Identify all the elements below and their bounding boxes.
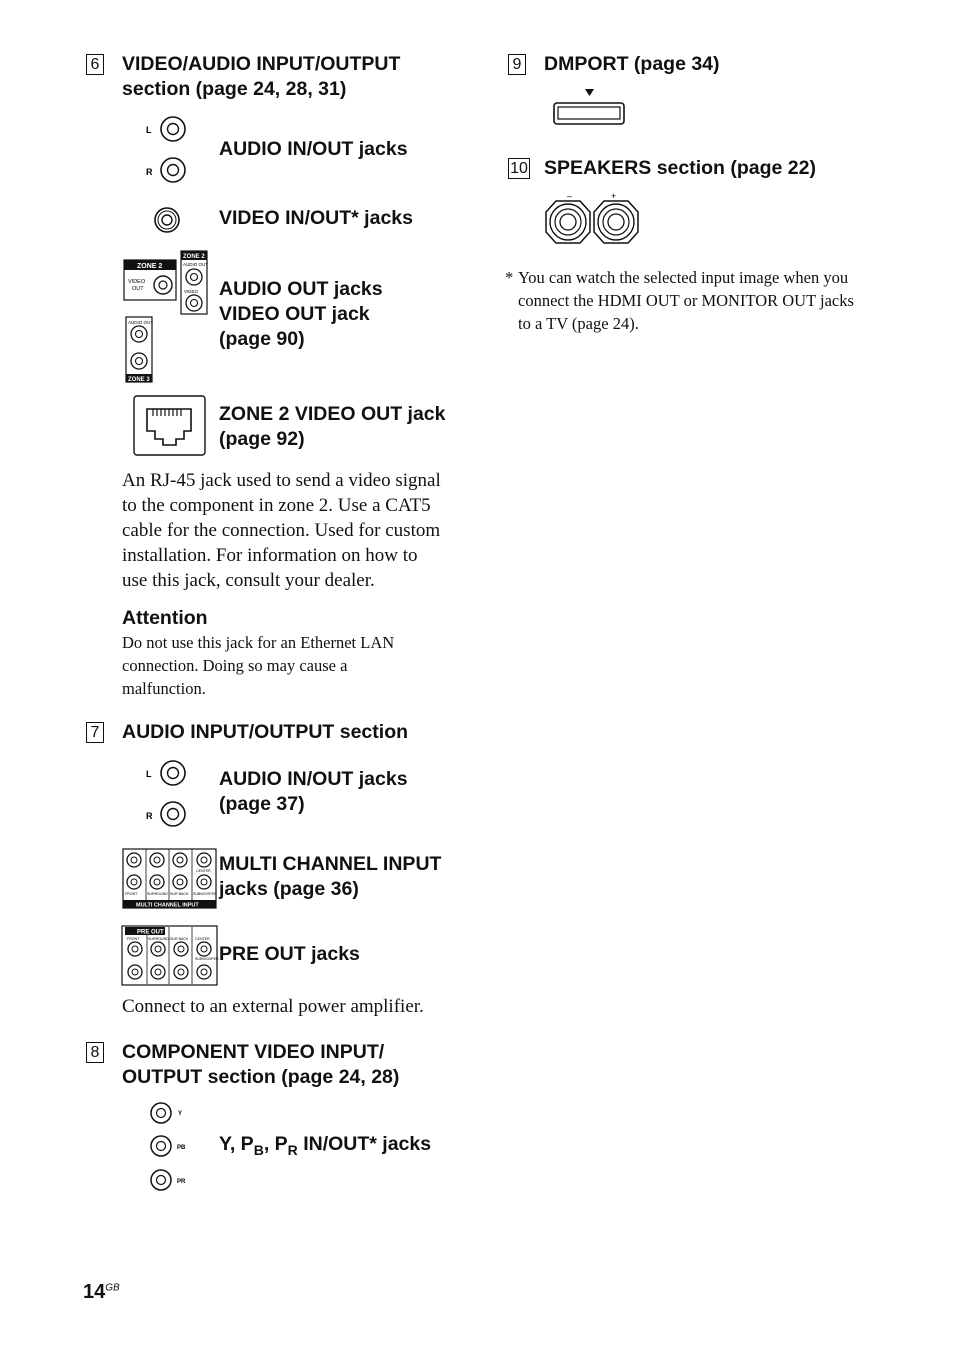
rj45-description-line: use this jack, consult your dealer.: [122, 570, 375, 591]
section-6-title-line2: section (page 24, 28, 31): [122, 78, 347, 100]
component-label-sub-b: B: [253, 1141, 264, 1158]
rj45-description-line: An RJ-45 jack used to send a video signal: [122, 470, 441, 491]
zone2-out-label: OUT: [132, 286, 144, 292]
attention-line: connection. Doing so may cause a: [122, 656, 348, 675]
component-pb: PB: [177, 1145, 186, 1151]
component-label-sub-r: R: [287, 1141, 298, 1158]
pre-out-description: Connect to an external power amplifier.: [122, 996, 424, 1017]
component-label-mid: , P: [263, 1133, 288, 1155]
po-subwoofer: SUBWOOFER: [195, 957, 219, 961]
attention-heading: Attention: [122, 607, 208, 629]
component-video-jacks-icon: [146, 1100, 196, 1194]
section-number-9: 9: [508, 54, 526, 75]
speaker-plus: +: [611, 191, 617, 201]
speaker-minus: –: [567, 191, 573, 201]
component-label-prefix: Y, P: [219, 1133, 254, 1155]
section-number-7: 7: [86, 722, 104, 743]
pre-out-jacks-icon: [121, 925, 219, 987]
footnote-line: to a TV (page 24).: [518, 314, 639, 333]
multi-channel-input-label: MULTI CHANNEL INPUT: [219, 853, 442, 875]
rj45-jack-icon: [133, 395, 207, 457]
rj45-description: [122, 468, 441, 593]
po-center: CENTER: [195, 937, 210, 941]
pre-out-title: PRE OUT: [137, 929, 164, 936]
multi-channel-input-page-ref: jacks (page 36): [219, 878, 359, 900]
section-number-10: 10: [508, 158, 530, 179]
multi-channel-input-icon: [122, 848, 218, 910]
pre-out-jacks-label: PRE OUT jacks: [219, 943, 360, 965]
footnote: [518, 266, 854, 335]
audio-inout-jacks-label-2: AUDIO IN/OUT jacks: [219, 768, 408, 790]
rj45-description-line: installation. For information on how to: [122, 545, 418, 566]
footnote-line: connect the HDMI OUT or MONITOR OUT jacks: [518, 291, 854, 310]
component-pr: PR: [177, 1179, 186, 1185]
page-number-value: 14: [83, 1281, 106, 1303]
zone2-video-label: VIDEO: [128, 279, 146, 285]
mci-surr-back: SUR BACK: [170, 892, 189, 896]
zone-out-jacks-icon: [122, 250, 212, 385]
audio-inout-jacks-label: AUDIO IN/OUT jacks: [219, 138, 408, 160]
component-y: Y: [178, 1111, 183, 1117]
zone2-audio-title: ZONE 2: [183, 254, 205, 260]
mci-title: MULTI CHANNEL INPUT: [136, 902, 199, 909]
footnote-line: You can watch the selected input image when you: [518, 268, 849, 287]
zone2-video-out-page-ref: (page 92): [219, 428, 305, 450]
rj45-description-line: to the component in zone 2. Use a CAT5: [122, 495, 431, 516]
component-label-suffix: IN/OUT* jacks: [297, 1133, 432, 1155]
section-number-6: 6: [86, 54, 104, 75]
zone3-audio-out-label: AUDIO OUT: [128, 320, 154, 325]
section-number-8: 8: [86, 1042, 104, 1063]
section-8-title-line2: OUTPUT section (page 24, 28): [122, 1066, 400, 1088]
po-surround: SURROUND: [148, 937, 169, 941]
rj45-description-line: cable for the connection. Used for custom: [122, 520, 441, 541]
mci-surround: SURROUND: [147, 892, 168, 896]
po-front: FRONT: [127, 937, 140, 941]
mci-subwoofer: SUBWOOFER: [193, 892, 217, 896]
po-surr-back: SUR BACK: [170, 937, 189, 941]
attention-line: malfunction.: [122, 679, 206, 698]
audio-inout-page-ref: (page 37): [219, 793, 305, 815]
rca-lr-jacks-icon: [140, 113, 194, 187]
section-9-title: DMPORT (page 34): [544, 53, 720, 75]
component-inout-jacks-label: [219, 1132, 431, 1163]
section-10-title: SPEAKERS section (page 22): [544, 157, 816, 179]
page-number-suffix: GB: [105, 1282, 120, 1294]
zone-out-page-ref: (page 90): [219, 328, 305, 350]
mci-center: CENTER: [196, 869, 211, 873]
zone3-title: ZONE 3: [128, 377, 150, 383]
jack-label-l: L: [146, 125, 152, 135]
zone2-video2-label: VIDEO: [184, 289, 199, 294]
footnote-star: *: [505, 268, 514, 287]
section-7-title: AUDIO INPUT/OUTPUT section: [122, 721, 409, 743]
zone2-audio-out-label: AUDIO OUT: [183, 262, 209, 267]
rca-lr-jacks-icon-2: [140, 757, 194, 831]
zone2-video-out-rj45-label: ZONE 2 VIDEO OUT jack: [219, 403, 446, 425]
section-6-title-line1: VIDEO/AUDIO INPUT/OUTPUT: [122, 53, 401, 75]
page-number: [83, 1281, 120, 1304]
zone2-video-title: ZONE 2: [137, 263, 163, 270]
attention-text: [122, 631, 394, 700]
jack-label-r: R: [146, 167, 153, 177]
speaker-terminals-icon: [544, 190, 642, 246]
jack-label-l: L: [146, 769, 152, 779]
mci-front: FRONT: [125, 892, 138, 896]
jack-label-r: R: [146, 811, 153, 821]
video-jack-icon: [150, 204, 184, 236]
zone-audio-out-jacks-label: AUDIO OUT jacks: [219, 278, 383, 300]
attention-line: Do not use this jack for an Ethernet LAN: [122, 633, 395, 652]
section-8-title-line1: COMPONENT VIDEO INPUT/: [122, 1041, 385, 1063]
zone-video-out-jack-label: VIDEO OUT jack: [219, 303, 370, 325]
dmport-icon: [552, 86, 628, 128]
video-inout-jacks-label: VIDEO IN/OUT* jacks: [219, 207, 413, 229]
